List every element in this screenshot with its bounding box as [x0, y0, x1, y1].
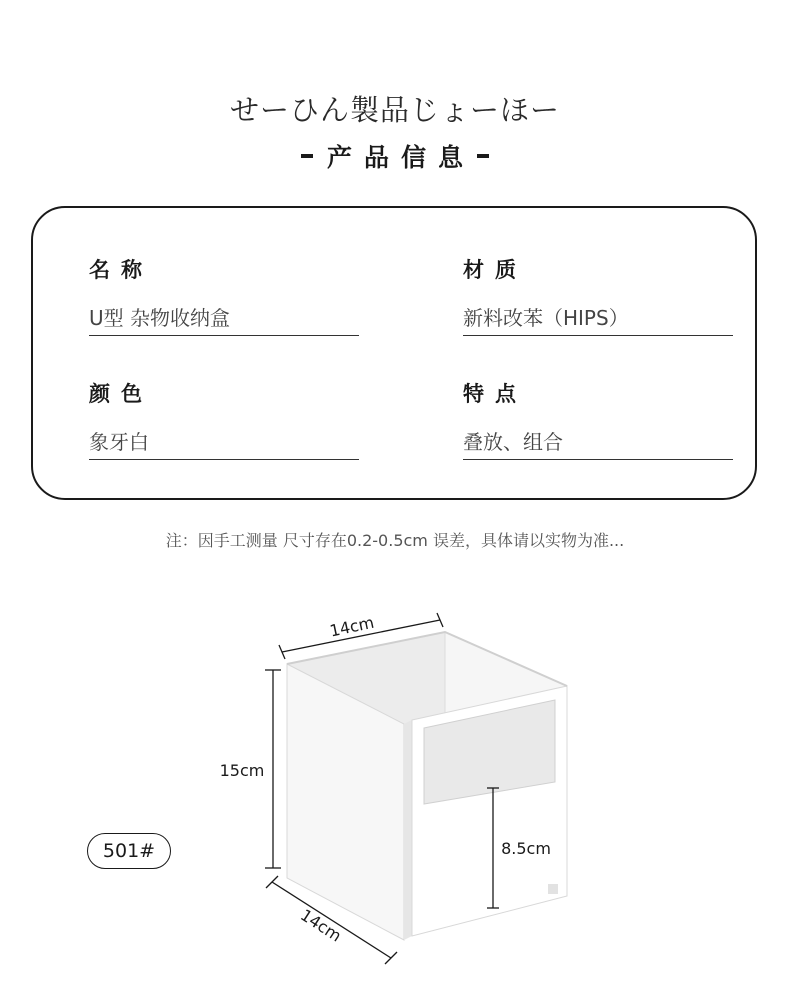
name-label: 名称 — [89, 258, 153, 282]
dim-front-height-label: 8.5cm — [501, 839, 551, 858]
dim-depth-label: 14cm — [297, 905, 345, 946]
model-number: 501# — [102, 840, 156, 862]
feature-label: 特点 — [463, 382, 527, 406]
color-value: 象牙白 — [89, 426, 359, 460]
section-title-text: 产品信息 — [326, 143, 475, 172]
color-label: 颜色 — [89, 382, 153, 406]
brand-title: せーひん製品じょーほー — [229, 93, 560, 127]
dim-top-width-label: 14cm — [327, 612, 376, 641]
storage-box-image — [287, 632, 567, 940]
material-label: 材质 — [463, 258, 527, 282]
measurement-note: 注：因手工测量 尺寸存在0.2-0.5cm 误差，具体请以实物为准... — [165, 531, 625, 550]
name-value: U型 杂物收纳盒 — [89, 302, 359, 336]
dim-height-label: 15cm — [219, 761, 265, 780]
feature-value: 叠放、组合 — [463, 426, 733, 460]
material-value: 新料改苯（HIPS） — [463, 302, 733, 336]
model-number-badge — [87, 833, 171, 869]
dim-height — [220, 670, 281, 868]
